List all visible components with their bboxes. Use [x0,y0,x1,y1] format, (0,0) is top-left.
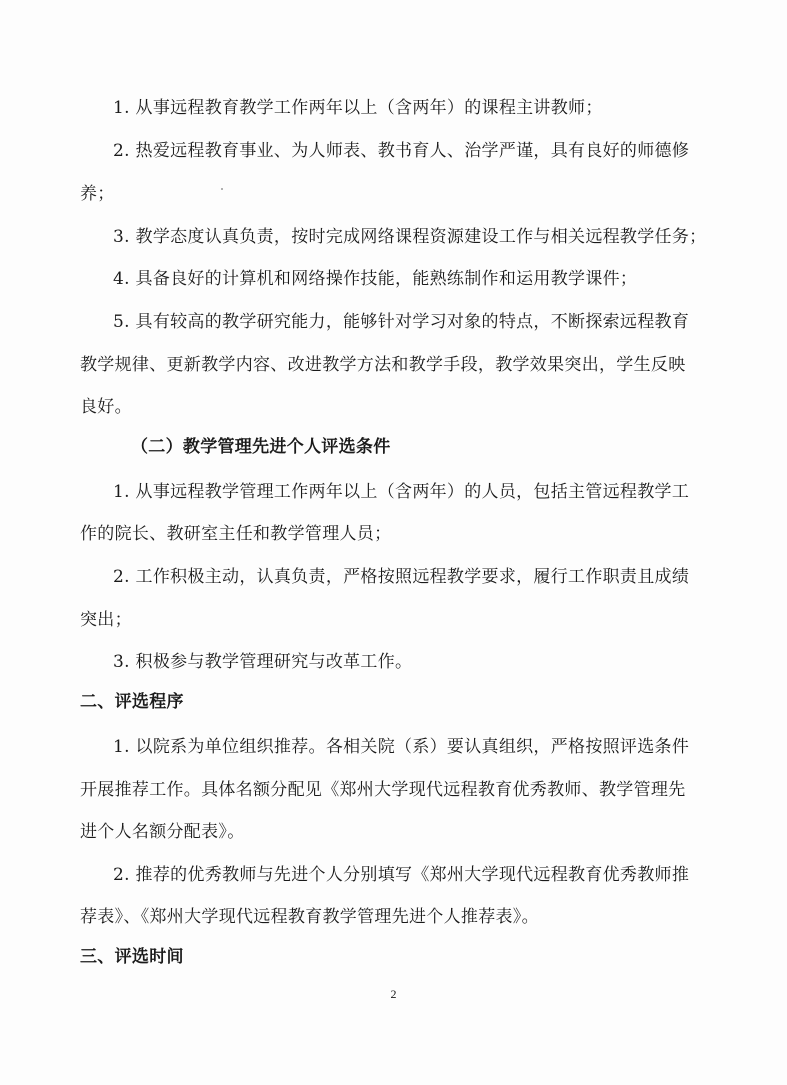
criteria-teacher-item-2-cont: 养； [80,184,115,204]
criteria-teacher-item-1: 1. 从事远程教育教学工作两年以上（含两年）的课程主讲教师； [113,98,603,118]
procedure-item-1-cont: 开展推荐工作。具体名额分配见《郑州大学现代远程教育优秀教师、教学管理先 [80,780,686,800]
scan-speck [221,188,223,190]
criteria-teacher-item-5-cont: 教学规律、更新教学内容、改进教学方法和教学手段，教学效果突出，学生反映 [80,355,686,375]
procedure-item-1-cont-2: 进个人名额分配表》。 [80,822,245,842]
criteria-teacher-item-5: 5. 具有较高的教学研究能力，能够针对学习对象的特点，不断探索远程教育 [113,312,690,332]
criteria-teacher-item-2: 2. 热爱远程教育事业、为人师表、教书育人、治学严谨，具有良好的师德修 [113,141,690,161]
criteria-management-item-2-cont: 突出； [80,610,132,630]
criteria-management-item-2: 2. 工作积极主动，认真负责，严格按照远程教学要求，履行工作职责且成绩 [113,567,690,587]
section-heading-procedure: 二、评选程序 [80,692,184,712]
procedure-item-1: 1. 以院系为单位组织推荐。各相关院（系）要认真组织，严格按照评选条件 [113,737,690,757]
criteria-teacher-item-4: 4. 具备良好的计算机和网络操作技能，能熟练制作和运用教学课件； [113,269,638,289]
criteria-teacher-item-3: 3. 教学态度认真负责，按时完成网络课程资源建设工作与相关远程教学任务； [113,227,707,247]
criteria-management-item-1: 1. 从事远程教学管理工作两年以上（含两年）的人员，包括主管远程教学工 [113,482,690,502]
section-heading-time: 三、评选时间 [80,947,184,967]
procedure-item-2: 2. 推荐的优秀教师与先进个人分别填写《郑州大学现代远程教育优秀教师推 [113,865,690,885]
section-heading-management-criteria: （二）教学管理先进个人评选条件 [131,437,391,457]
procedure-item-2-cont: 荐表》、《郑州大学现代远程教育教学管理先进个人推荐表》。 [80,907,539,927]
criteria-management-item-1-cont: 作的院长、教研室主任和教学管理人员； [80,524,392,544]
criteria-management-item-3: 3. 积极参与教学管理研究与改革工作。 [113,652,413,672]
criteria-teacher-item-5-cont-2: 良好。 [80,397,132,417]
page-number: 2 [390,987,397,1001]
